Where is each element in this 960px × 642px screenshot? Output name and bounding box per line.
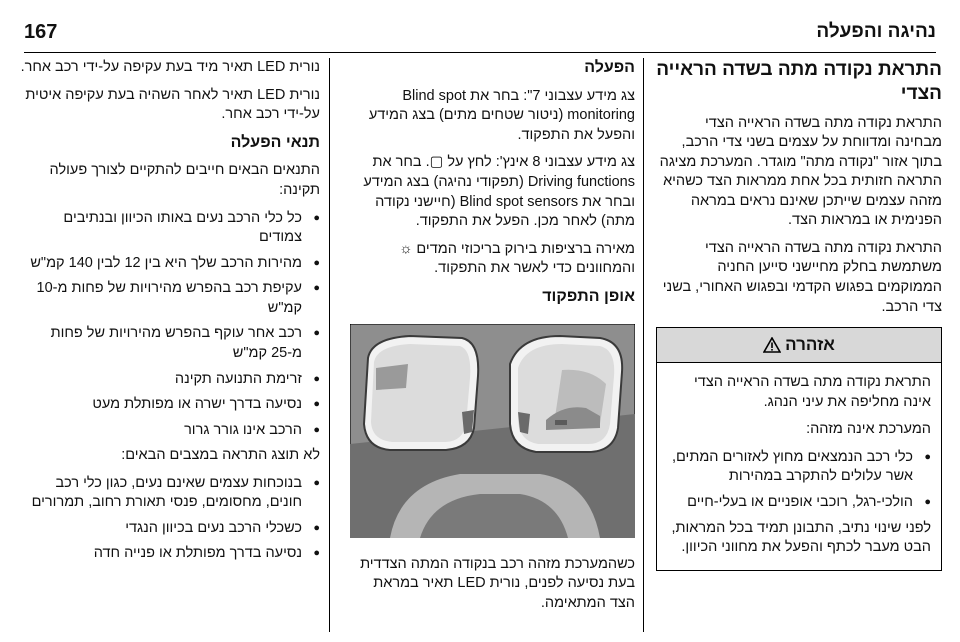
warning-box [656,327,942,571]
list-item: ● כשכלי הרכב נעים בכיוון הנגדי [20,519,302,539]
warning-lead: המערכת אינה מזהה: [806,421,931,438]
no-alert-lead: לא תוצג התראה במצבים הבאים: [121,447,320,464]
section-heading: התראת נקודה מתה בשדה הראייה הצדי [656,59,942,104]
body-paragraph: נורית LED תאיר מיד בעת עקיפה על-ידי רכב אחר. [20,59,320,75]
middle-column [350,58,635,621]
warning-intro: התראת נקודה מתה בשדה הראייה הצדי אינה מחליפה את עיני הנהג. [694,374,931,410]
list-item: ● בנוכחות עצמים שאינם נעים, כגון כלי רכב חונים, מחסומים, פנסי תאורת רחוב, תמרורים [20,474,302,513]
list-item: ● נסיעה בדרך מפותלת או פנייה חדה [20,544,302,564]
list-item: ● הולכי-רגל, רוכבי אופניים או בעלי-חיים [667,493,913,513]
column-divider [643,58,644,632]
side-mirror-illustration [350,324,635,538]
running-header [24,18,936,53]
list-item: ● רכב אחר עוקף בהפרש מהירויות של פחות מ-25 קמ"ש [20,324,302,363]
warning-body [657,363,941,570]
section-heading: תנאי הפעלה [230,133,320,151]
section-heading: הפעלה [584,59,635,76]
warning-title: אזהרה [785,335,835,355]
list-item: ● הרכב אינו גורר גרור [20,421,302,441]
conditions-list [20,209,320,441]
body-paragraph: צג מידע עצבוני 8 אינץ': לחץ על ▢. בחר את Driving functions (תפקודי נהיגה) בצג המידע ובחר את Blind spot sensors (חיישני נקודה מתה) לאחר מכן. הפעל את התפקוד. [363,154,635,230]
list-item: ● מהירות הרכב שלך היא בין 12 לבין 140 קמ"ש [20,254,302,274]
body-paragraph: צג מידע עצבוני 7": בחר את Blind spot monitoring (ניטור שטחים מתים) בצג המידע והפעל את התפקוד. [368,87,635,143]
figure-caption: כשהמערכת מזהה רכב בנקודה המתה הצדדית בעת נסיעה לפנים, נורית LED תאיר במראת הצד המתאימה. [360,555,635,611]
left-column [20,58,320,570]
section-heading: אופן התפקוד [542,287,635,305]
body-paragraph: מאירה ברציפות בירוק בריכוזי המדים ☼ והמחוונים כדי לאשר את התפקוד. [399,240,635,277]
warning-closing: לפני שינוי נתיב, התבונן תמיד בכל המראות, הבט מעבר לכתף והפעל את מחווני הכיוון. [671,519,931,556]
body-paragraph: התראת נקודה מתה בשדה הראייה הצדי משתמשת בחלק מחיישני סייען החניה הממוקמים בפגוש הקדמי ובפגוש האחורי, בשני צדי הרכב. [662,239,942,315]
running-title: נהיגה והפעלה [816,21,936,42]
list-item: ● נסיעה בדרך ישרה או מפותלת מעט [20,395,302,415]
warning-list [667,448,931,513]
body-paragraph: התראת נקודה מתה בשדה הראייה הצדי מבחינה ומדווחת על עצמים בשני צדי הרכב, בתוך אזור "נקודה מתה" מוגדר. המערכת מציגה התראה חזותית בכל אחת ממראות הצד כשהיא מזהה עצמים שייתכן שאינם נראים במראה הפנימית או במראות הצד. [659,114,942,229]
list-item: ● עקיפת רכב בהפרש מהירויות של פחות מ-10 קמ"ש [20,279,302,318]
column-divider [329,58,330,632]
left-mirror [364,336,478,450]
page-number: 167 [24,20,58,43]
list-item: ● זרימת התנועה תקינה [20,370,302,390]
right-column [656,58,942,571]
warning-header [657,328,941,363]
body-paragraph: נורית LED תאיר לאחר השהיה בעת עקיפה איטית על-ידי רכב אחר. [25,86,320,123]
no-alert-list [20,474,320,564]
conditions-lead: התנאים הבאים חייבים להתקיים לצורך פעולה תקינה: [49,162,320,199]
list-item: ● כל כלי הרכב נעים באותו הכיוון ובנתיבים צמודים [20,209,302,248]
right-mirror [510,336,622,452]
list-item: ● כלי רכב הנמצאים מחוץ לאזורים המתים, אשר עלולים להתקרב במהירות [667,448,913,487]
warning-triangle-icon [763,337,781,353]
